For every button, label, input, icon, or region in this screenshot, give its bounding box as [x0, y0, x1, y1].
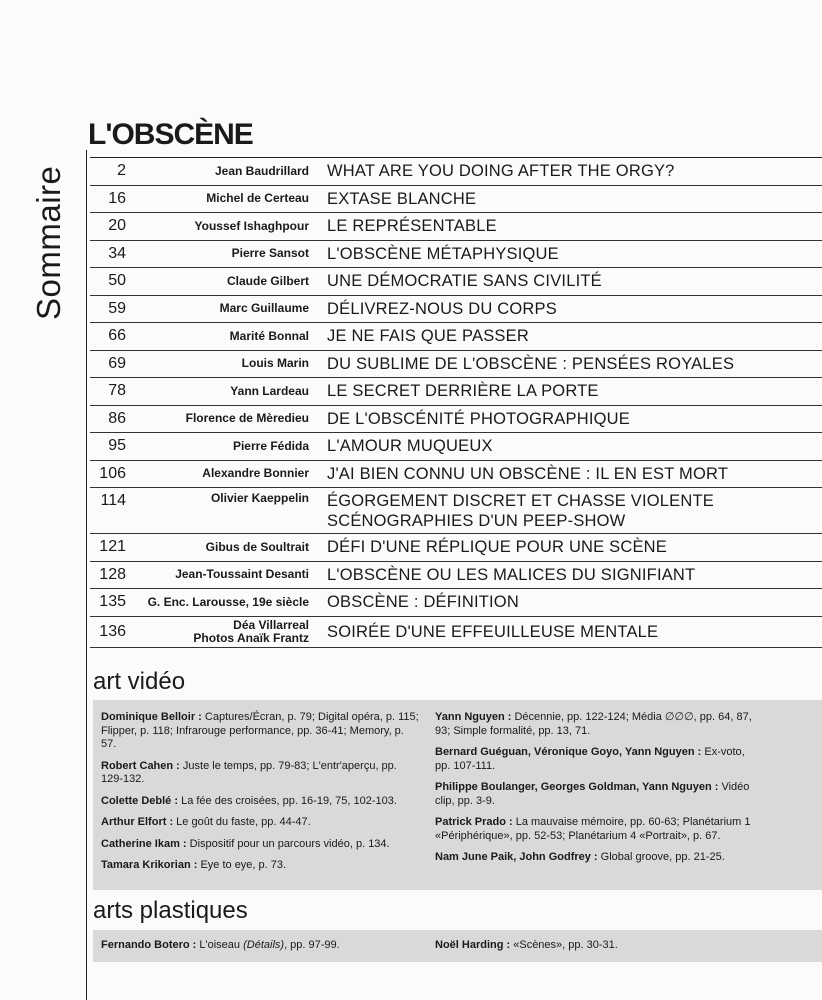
toc-title	[327, 592, 822, 612]
artist-name: Bernard Guéguan, Véronique Goyo, Yann Nguyen :	[435, 746, 702, 758]
page-title: L'OBSCÈNE	[88, 118, 253, 151]
toc-author	[126, 619, 309, 645]
toc-row	[90, 461, 822, 489]
toc-author-line: G. Enc. Larousse, 19e siècle	[147, 594, 309, 609]
sommaire-vertical-title: Sommaire	[30, 165, 67, 320]
toc-title	[327, 381, 822, 401]
toc-page-number: 135	[99, 593, 126, 611]
toc-title-line: ÉGORGEMENT DISCRET ET CHASSE VIOLENTE	[327, 491, 714, 510]
work-text: Captures/Écran, p. 79; Digital opéra, p. 115; Flipper, p. 118; Infrarouge performance, pp. 36-41; Memory, p. 57.	[101, 711, 419, 750]
toc-title-line: L'OBSCÈNE OU LES MALICES DU SIGNIFIANT	[327, 565, 696, 584]
toc-title-line: L'OBSCÈNE MÉTAPHYSIQUE	[327, 244, 559, 263]
toc-author	[126, 165, 309, 178]
work-text: Dispositif pour un parcours vidéo, p. 134.	[189, 837, 390, 850]
toc-author	[126, 412, 309, 425]
toc-author	[126, 596, 309, 609]
toc-author-line: Déa Villarreal	[233, 617, 309, 632]
credit-entry	[435, 851, 757, 865]
toc-page-number: 106	[99, 464, 126, 482]
toc-row	[90, 351, 822, 379]
toc-title-line: L'AMOUR MUQUEUX	[327, 437, 493, 456]
toc-page-number: 2	[117, 162, 126, 180]
toc-title-line: WHAT ARE YOU DOING AFTER THE ORGY?	[327, 162, 675, 181]
toc-author-line: Youssef Ishaghpour	[194, 218, 309, 233]
toc-title	[327, 326, 822, 346]
toc-title-line: DÉLIVREZ-NOUS DU CORPS	[327, 299, 557, 318]
toc-page-number: 50	[108, 272, 126, 290]
toc-title	[327, 622, 822, 642]
toc-title	[327, 537, 822, 557]
toc-row	[90, 323, 822, 351]
toc-row	[90, 406, 822, 434]
toc-page-number: 78	[108, 382, 126, 400]
toc-author	[126, 302, 309, 315]
credit-entry	[435, 816, 757, 843]
toc-author-line: Marc Guillaume	[219, 301, 309, 316]
toc-author	[126, 440, 309, 453]
toc-title-line: DE L'OBSCÉNITÉ PHOTOGRAPHIQUE	[327, 409, 630, 428]
toc-author-line: Pierre Fédida	[232, 438, 309, 453]
arts-plastiques-left	[101, 939, 419, 953]
toc-row	[90, 488, 822, 534]
credit-entry	[435, 781, 757, 808]
artist-name: Philippe Boulanger, Georges Goldman, Yann Nguyen :	[435, 781, 719, 793]
artist-name: Robert Cahen :	[101, 759, 180, 772]
work-post: , pp. 97-99.	[284, 939, 340, 951]
toc-row	[90, 562, 822, 590]
toc-author	[126, 220, 309, 233]
toc-author	[126, 541, 309, 554]
toc-author	[126, 488, 309, 505]
work-text: Vidéo clip, pp. 3-9.	[435, 781, 750, 807]
arts-plastiques-box	[93, 930, 822, 962]
toc-page-number: 136	[99, 622, 126, 640]
toc-title	[327, 565, 822, 585]
work-text: La mauvaise mémoire, pp. 60-63; Planétarium 1 «Périphérique», pp. 52-53; Planétarium 4 «Portrait», p. 67.	[435, 816, 751, 842]
artist-name: Arthur Elfort :	[101, 816, 174, 828]
toc-row	[90, 589, 822, 617]
toc-title-line: SCÉNOGRAPHIES D'UN PEEP-SHOW	[327, 511, 626, 530]
toc-author-line: Florence de Mèredieu	[185, 411, 309, 426]
toc-author-line: Alexandre Bonnier	[202, 466, 309, 481]
toc-title	[327, 409, 822, 429]
toc-author	[126, 247, 309, 260]
artist-name: Dominique Belloir :	[101, 711, 202, 723]
toc-author-line: Jean Baudrillard	[214, 163, 309, 178]
toc-page-number: 16	[108, 189, 126, 207]
artist-name: Yann Nguyen :	[435, 711, 512, 723]
art-video-right-column	[435, 711, 757, 873]
work-text: Décennie, pp. 122-124; Média ∅∅∅, pp. 64, 87, 93; Simple formalité, pp. 13, 71.	[435, 711, 752, 737]
artist-name: Noël Harding :	[435, 939, 511, 951]
toc-row	[90, 186, 822, 214]
toc-author-line: Olivier Kaeppelin	[210, 491, 309, 505]
toc-row	[90, 296, 822, 324]
credit-entry	[435, 746, 757, 773]
toc-title-line: J'AI BIEN CONNU UN OBSCÈNE : IL EN EST MORT	[327, 464, 729, 483]
work-text: «Scènes», pp. 30-31.	[513, 939, 618, 951]
credit-entry	[101, 760, 419, 787]
work-text: Global groove, pp. 21-25.	[600, 851, 725, 863]
toc-title	[327, 491, 822, 531]
toc-row	[90, 241, 822, 269]
artist-name: Tamara Krikorian :	[101, 859, 198, 871]
toc-row	[90, 213, 822, 241]
work-text: Ex-voto, pp. 107-111.	[435, 746, 745, 772]
credit-entry	[101, 859, 419, 873]
toc-title-line: JE NE FAIS QUE PASSER	[327, 327, 529, 346]
toc-author-line: Marité Bonnal	[229, 328, 309, 343]
toc-title	[327, 271, 822, 291]
work-text: Le goût du faste, pp. 44-47.	[176, 816, 311, 828]
toc-author	[126, 330, 309, 343]
toc-author-line: Louis Marin	[241, 356, 309, 371]
artist-name: Fernando Botero :	[101, 939, 197, 951]
toc-title	[327, 161, 822, 181]
toc-title	[327, 244, 822, 264]
credit-entry	[101, 795, 419, 809]
toc-page-number: 20	[108, 217, 126, 235]
work-pre: L'oiseau	[199, 939, 244, 951]
toc-author	[126, 357, 309, 370]
toc-title	[327, 299, 822, 319]
toc-title	[327, 216, 822, 236]
toc-author-line: Gibus de Soultrait	[205, 539, 309, 554]
toc-page-number: 69	[108, 354, 126, 372]
work-italic: (Détails)	[243, 939, 285, 951]
toc-title-line: SOIRÉE D'UNE EFFEUILLEUSE MENTALE	[327, 622, 659, 641]
toc-title-line: OBSCÈNE : DÉFINITION	[327, 593, 519, 612]
toc-page-number: 66	[108, 327, 126, 345]
vertical-rule	[86, 150, 87, 1000]
art-video-box	[93, 700, 822, 890]
toc-row	[90, 534, 822, 562]
toc-title-line: DÉFI D'UNE RÉPLIQUE POUR UNE SCÈNE	[327, 538, 668, 557]
toc-page-number: 114	[100, 492, 126, 509]
toc-author	[126, 385, 309, 398]
toc-author	[126, 568, 309, 581]
toc-author-line: Photos Anaïk Frantz	[193, 630, 309, 645]
credit-entry	[435, 711, 757, 738]
artist-name: Catherine Ikam :	[101, 837, 187, 850]
toc-title-line: LE REPRÉSENTABLE	[327, 217, 497, 236]
toc-title-line: EXTASE BLANCHE	[327, 189, 477, 208]
credit-entry	[101, 838, 419, 852]
table-of-contents	[90, 157, 822, 648]
toc-page-number: 86	[108, 409, 126, 427]
toc-page-number: 121	[99, 538, 126, 556]
toc-row	[90, 433, 822, 461]
art-video-heading: art vidéo	[93, 668, 186, 695]
artist-name: Nam June Paik, John Godfrey :	[435, 851, 598, 863]
toc-page-number: 128	[99, 565, 126, 583]
toc-title	[327, 354, 822, 374]
toc-row	[90, 158, 822, 186]
work-text: Eye to eye, p. 73.	[200, 859, 287, 871]
toc-page-number: 59	[108, 299, 126, 317]
artist-name: Colette Deblé :	[101, 794, 179, 807]
work-text: La fée des croisées, pp. 16-19, 75, 102-103.	[181, 794, 397, 807]
toc-author	[126, 192, 309, 205]
toc-page-number: 34	[108, 244, 126, 262]
toc-title	[327, 436, 822, 456]
toc-title-line: LE SECRET DERRIÈRE LA PORTE	[327, 382, 599, 401]
toc-title	[327, 464, 822, 484]
art-video-left-column	[101, 711, 419, 881]
toc-author-line: Yann Lardeau	[230, 383, 309, 398]
work-text: Juste le temps, pp. 79-83; L'entr'aperçu, pp. 129-132.	[101, 759, 397, 785]
toc-author-line: Claude Gilbert	[226, 273, 309, 288]
credit-entry	[101, 816, 419, 830]
toc-row	[90, 378, 822, 406]
toc-author	[126, 467, 309, 480]
toc-author-line: Pierre Sansot	[231, 246, 309, 261]
arts-plastiques-heading: arts plastiques	[93, 897, 248, 924]
toc-author	[126, 275, 309, 288]
artist-name: Patrick Prado :	[435, 816, 513, 828]
toc-page-number: 95	[108, 437, 126, 455]
toc-title	[327, 189, 822, 209]
toc-author-line: Jean-Toussaint Desanti	[175, 567, 309, 582]
toc-author-line: Michel de Certeau	[206, 191, 309, 206]
arts-plastiques-right	[435, 939, 757, 953]
toc-title-line: UNE DÉMOCRATIE SANS CIVILITÉ	[327, 272, 602, 291]
toc-row	[90, 617, 822, 648]
toc-title-line: DU SUBLIME DE L'OBSCÈNE : PENSÉES ROYALES	[327, 354, 735, 373]
credit-entry	[101, 711, 419, 752]
toc-row	[90, 268, 822, 296]
